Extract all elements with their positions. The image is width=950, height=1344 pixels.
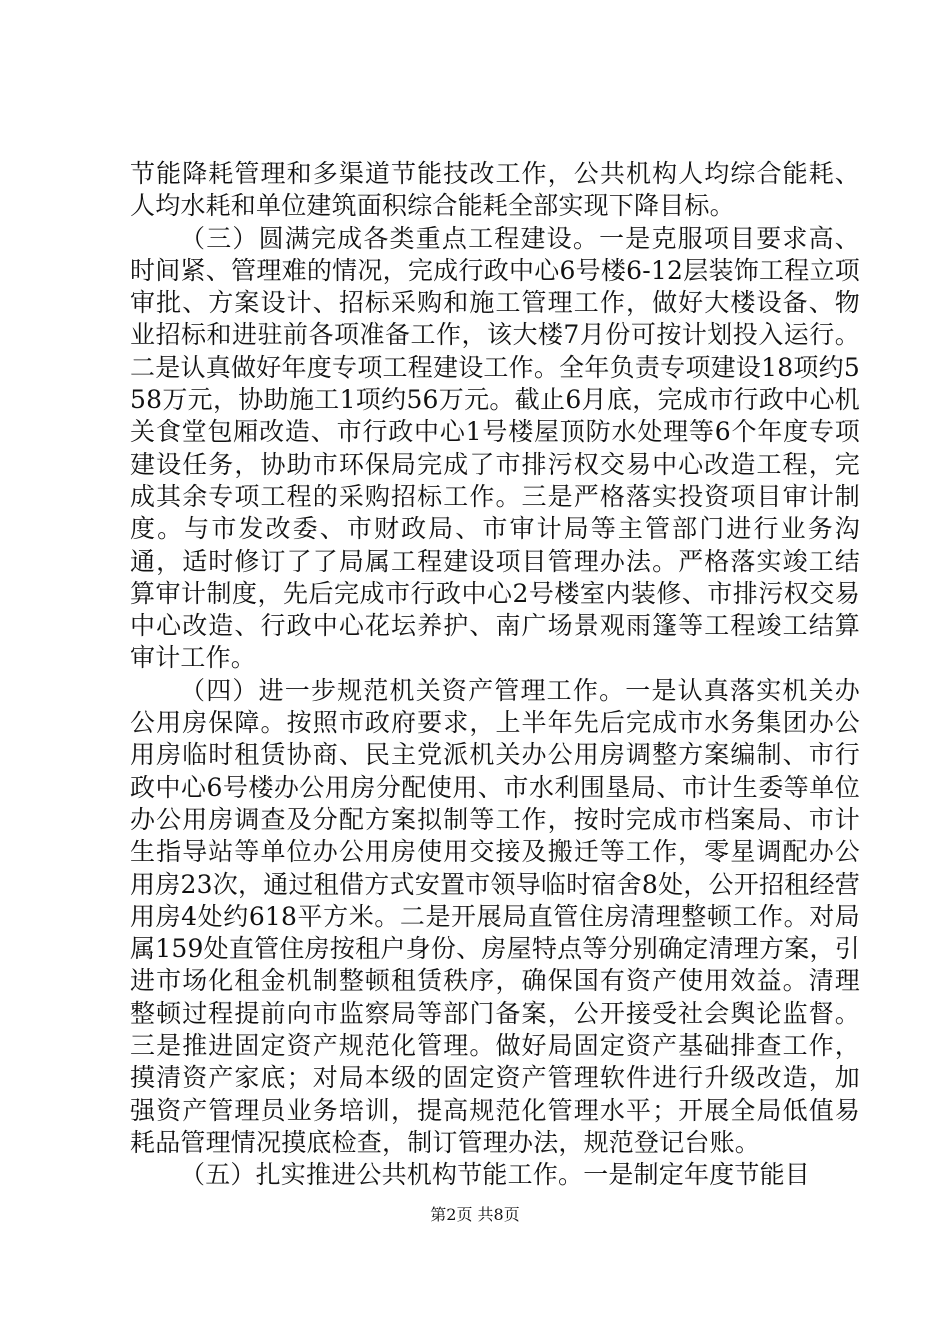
page-footer: 第2页 共8页 <box>430 1205 520 1224</box>
paragraph-section-5: （五）扎实推进公共机构节能工作。一是制定年度节能目 <box>180 1160 811 1190</box>
paragraph-section-4: （四）进一步规范机关资产管理工作。一是认真落实机关办公用房保障。按照市政府要求，上半年先后完成市水务集团办公用房临时租赁协商、民主党派机关办公用房调整方案编制、市行政中心6号楼办公用房分配使用、市水利围垦局、市计生委等单位办公用房调查及分配方案拟制等工作，按时完成市档案局、市计生指导站等单位办公用房使用交接及搬迁等工作，零星调配办公用房23次，通过租借方式安置市领导临时宿舍8处，公开招租经营用房4处约618平方米。二是开展局直管住房清理整顿工作。对局属159处直管住房按租户身份、房屋特点等分别确定清理方案，引进市场化租金机制整顿租赁秩序，确保国有资产使用效益。清理整顿过程提前向市监察局等部门备案，公开接受社会舆论监督。三是推进固定资产规范化管理。做好局固定资产基础排查工作，摸清资产家底；对局本级的固定资产管理软件进行升级改造，加强资产管理员业务培训，提高规范化管理水平；开展全局低值易耗品管理情况摸底检查，制订管理办法，规范登记台账。 <box>130 675 860 1157</box>
paragraph-section-3: （三）圆满完成各类重点工程建设。一是克服项目要求高、时间紧、管理难的情况，完成行政中心6号楼6-12层装饰工程立项审批、方案设计、招标采购和施工管理工作，做好大楼设备、物业招标和进驻前各项准备工作，该大楼7月份可按计划投入运行。二是认真做好年度专项工程建设工作。全年负责专项建设18项约558万元，协助施工1项约56万元。截止6月底，完成市行政中心机关食堂包厢改造、市行政中心1号楼屋顶防水处理等6个年度专项建设任务，协助市环保局完成了市排污权交易中心改造工程，完成其余专项工程的采购招标工作。三是严格落实投资项目审计制度。与市发改委、市财政局、市审计局等主管部门进行业务沟通，适时修订了了局属工程建设项目管理办法。严格落实竣工结算审计制度，先后完成市行政中心2号楼室内装修、市排污权交易中心改造、行政中心花坛养护、南广场景观雨篷等工程竣工结算审计工作。 <box>130 223 860 673</box>
paragraph-continued: 节能降耗管理和多渠道节能技改工作，公共机构人均综合能耗、人均水耗和单位建筑面积综合能耗全部实现下降目标。 <box>130 159 860 221</box>
document-body <box>130 158 860 1192</box>
